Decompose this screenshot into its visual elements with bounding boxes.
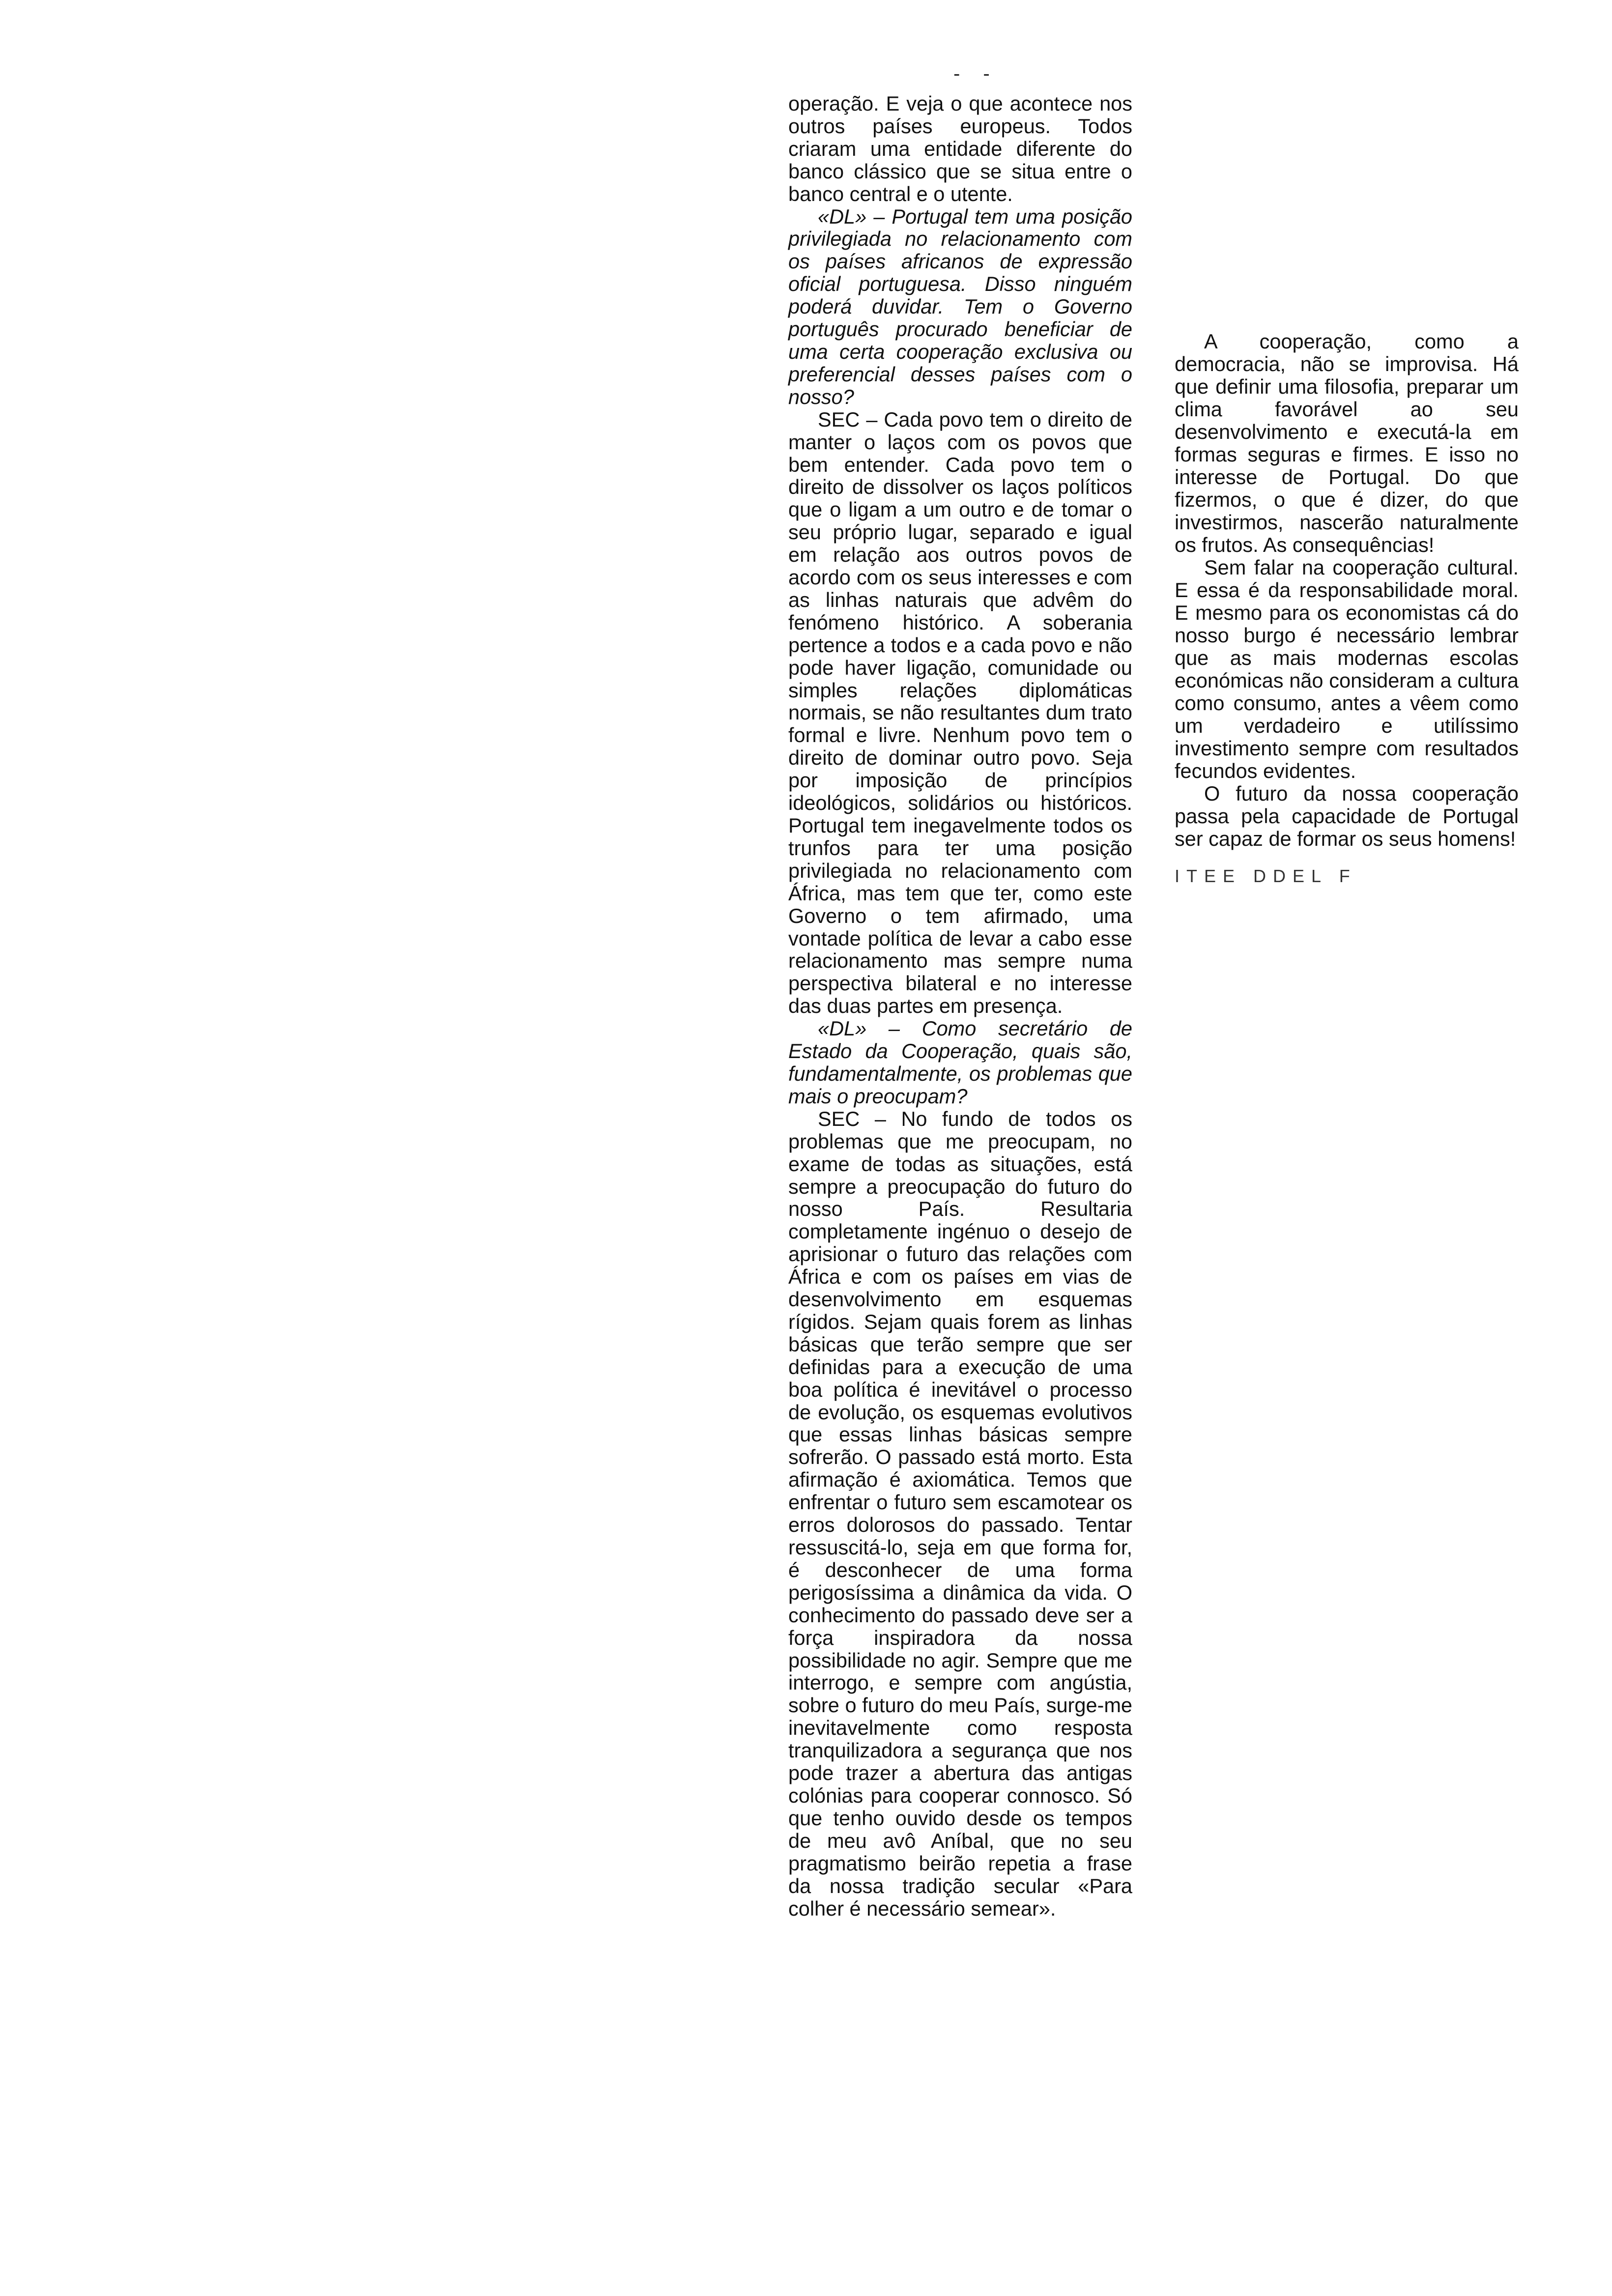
left-column — [788, 92, 1132, 1920]
page-number-mark: - - — [953, 63, 999, 85]
interview-answer: SEC – Cada povo tem o direito de manter o laços com os povos que bem entender. Cada povo tem o direito de dissolver os laços políticos que o ligam a um outro e de tomar o seu próprio lugar, separado e igual em relação aos outros povos de acordo com os seus interesses e com as linhas naturais que advêm do fenómeno histórico. A soberania pertence a todos e a cada povo e não pode haver ligação, comunidade ou simples relações diplomáticas normais, se não resultantes dum trato formal e livre. Nenhum povo tem o direito de dominar outro povo. Seja por imposição de princípios ideológicos, solidários ou históricos. Portugal tem inegavelmente todos os trunfos para ter uma posição privilegiada no relacionamento com África, mas tem que ter, como este Governo o tem afirmado, uma vontade política de levar a cabo esse relacionamento mas sempre numa perspectiva bilateral e no interesse das duas partes em presença. — [788, 407, 1132, 1018]
paragraph: A cooperação, como a democracia, não se improvisa. Há que definir uma filosofia, preparar um clima favorável ao seu desenvolvimento e executá-la em formas seguras e firmes. E isso no interesse de Portugal. Do que fizermos, o que é dizer, do que investirmos, nascerão naturalmente os frutos. As consequências! — [1175, 330, 1519, 556]
paragraph: operação. E veja o que acontece nos outros países europeus. Todos criaram uma entidade diferente do banco clássico que se situa entre o banco central e o utente. — [788, 92, 1132, 205]
paragraph: Sem falar na cooperação cultural. E essa é da responsabilidade moral. E mesmo para os economistas cá do nosso burgo é necessário lembrar que as mais modernas escolas económicas não consideram a cultura como consumo, antes a vêem como um verdadeiro e utilíssimo investimento sempre com resultados fecundos evidentes. — [1175, 556, 1519, 782]
author-signature: ITEE DDEL F — [1175, 866, 1357, 886]
interview-question: «DL» – Portugal tem uma posição privilegiada no relacionamento com os países africanos de expressão oficial portuguesa. Disso ninguém poderá duvidar. Tem o Governo português procurado beneficiar de uma certa cooperação exclusiva ou preferencial desses países com o nosso? — [788, 204, 1132, 408]
interview-answer: SEC – No fundo de todos os problemas que me preocupam, no exame de todas as situações, está sempre a preocupação do futuro do nosso País. Resultaria completamente ingénuo o desejo de aprisionar o futuro das relações com África e com os países em vias de desenvolvimento em esquemas rígidos. Sejam quais forem as linhas básicas que terão sempre que ser definidas para a execução de uma boa política é inevitável o processo de evolução, os esquemas evolutivos que essas linhas básicas sempre sofrerão. O passado está morto. Esta afirmação é axiomática. Temos que enfrentar o futuro sem escamotear os erros dolorosos do passado. Tentar ressuscitá-lo, seja em que forma for, é desconhecer de uma forma perigosíssima a dinâmica da vida. O conhecimento do passado deve ser a força inspiradora da nossa possibilidade no agir. Sempre que me interrogo, e sempre com angústia, sobre o futuro do meu País, surge-me inevitavelmente como resposta tranquilizadora a segurança que nos pode trazer a abertura das antigas colónias para cooperar connosco. Só que tenho ouvido desde os tempos de meu avô Aníbal, que no seu pragmatismo beirão repetia a frase da nossa tradição secular «Para colher é necessário semear». — [788, 1107, 1132, 1920]
interview-question: «DL» – Como secretário de Estado da Cooperação, quais são, fundamentalmente, os problemas que mais o preocupam? — [788, 1017, 1132, 1108]
right-column — [1175, 330, 1519, 888]
paragraph: O futuro da nossa cooperação passa pela capacidade de Portugal ser capaz de formar os seus homens! — [1175, 782, 1519, 850]
